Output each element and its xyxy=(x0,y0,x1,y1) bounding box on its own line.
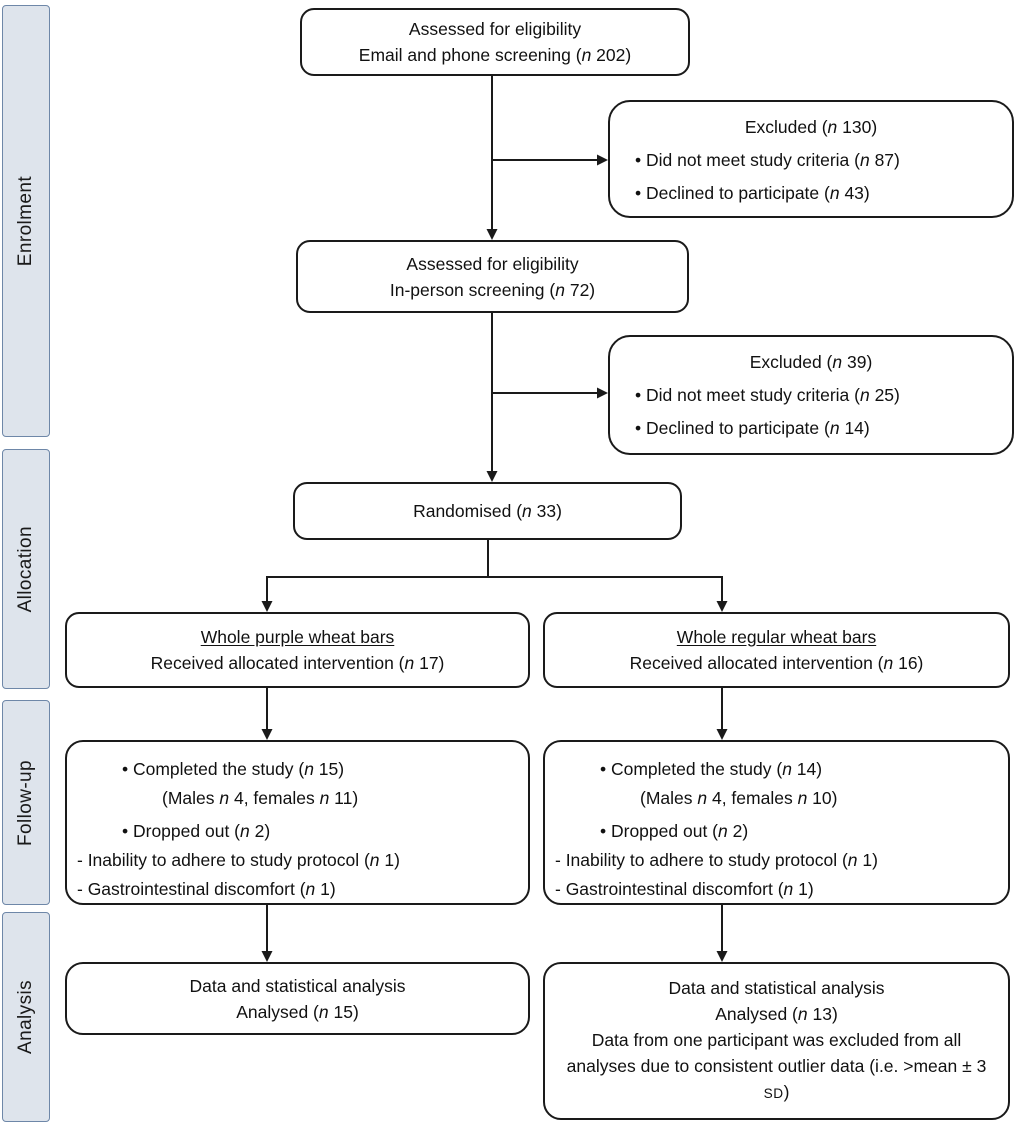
text-line: Data and statistical analysis xyxy=(189,975,406,996)
followup-item: • Dropped out (n 2) xyxy=(600,821,749,841)
allocation-group-title: Whole regular wheat bars xyxy=(676,627,877,647)
arrow-branch-to-excluded2 xyxy=(492,388,608,399)
text-line: Data and statistical analysis xyxy=(668,978,885,998)
text-line: In-person screening (n 72) xyxy=(389,279,596,300)
box-assessed-inperson-screening xyxy=(296,240,689,313)
box-allocation-regular-wheat xyxy=(543,612,1010,688)
arrow-screen1-to-screen2 xyxy=(487,76,498,240)
arrow-branch-to-excluded1 xyxy=(492,155,608,166)
text-line: Received allocated intervention (n 16) xyxy=(629,653,924,673)
arrow-alloc-left-to-followup-left xyxy=(262,688,273,740)
box-analysis-purple-wheat xyxy=(65,962,530,1035)
analysis-exclusion-note: Data from one participant was excluded from all analyses due to consistent outlier data (i.e. >mean ± 3 SD) xyxy=(566,1030,987,1102)
followup-item: • Completed the study (n 15) xyxy=(122,759,345,779)
box-assessed-phone-screening xyxy=(300,8,690,76)
arrow-followup-left-to-analysis-left xyxy=(262,905,273,962)
text-line: Email and phone screening (n 202) xyxy=(358,45,632,65)
stage-label-enrolment xyxy=(2,5,50,437)
stage-label-follow-up xyxy=(2,700,50,905)
followup-item: - Gastrointestinal discomfort (n 1) xyxy=(555,879,814,899)
box-allocation-purple-wheat xyxy=(65,612,530,688)
arrow-randomised-split xyxy=(262,540,728,612)
arrow-alloc-right-to-followup-right xyxy=(717,688,728,740)
text-line: Received allocated intervention (n 17) xyxy=(150,653,445,673)
text-line: Randomised (n 33) xyxy=(413,501,562,521)
stage-label-analysis xyxy=(2,912,50,1122)
text-line: Assessed for eligibility xyxy=(408,19,582,39)
stage-label-text: Analysis xyxy=(15,980,36,1054)
box-excluded-phone-screening xyxy=(608,100,1014,218)
followup-item: • Completed the study (n 14) xyxy=(600,759,823,779)
followup-item: - Inability to adhere to study protocol (n 1) xyxy=(555,850,878,870)
allocation-group-title: Whole purple wheat bars xyxy=(200,627,395,647)
excluded-title: Excluded (n 130) xyxy=(744,117,878,137)
arrow-followup-right-to-analysis-right xyxy=(717,905,728,962)
box-followup-purple-wheat xyxy=(65,740,530,905)
box-followup-regular-wheat xyxy=(543,740,1010,905)
followup-item: (Males n 4, females n 11) xyxy=(162,788,359,808)
stage-label-text: Enrolment xyxy=(15,175,36,267)
stage-label-text: Allocation xyxy=(15,525,36,613)
excluded-item: • Did not meet study criteria (n 25) xyxy=(635,385,900,405)
followup-item: • Dropped out (n 2) xyxy=(122,821,271,841)
box-excluded-inperson-screening xyxy=(608,335,1014,455)
excluded-title: Excluded (n 39) xyxy=(749,352,873,372)
text-line: Analysed (n 13) xyxy=(715,1004,838,1024)
stage-label-allocation xyxy=(2,449,50,689)
stage-label-text: Follow-up xyxy=(15,759,36,846)
text-line: Assessed for eligibility xyxy=(406,253,579,274)
box-analysis-regular-wheat xyxy=(543,962,1010,1120)
excluded-item: • Did not meet study criteria (n 87) xyxy=(635,150,900,170)
box-randomised xyxy=(293,482,682,540)
followup-item: - Inability to adhere to study protocol (n 1) xyxy=(77,850,400,870)
arrow-screen2-to-randomised xyxy=(487,313,498,482)
excluded-item: • Declined to participate (n 14) xyxy=(635,418,870,438)
followup-item: (Males n 4, females n 10) xyxy=(640,788,838,808)
followup-item: - Gastrointestinal discomfort (n 1) xyxy=(77,879,336,899)
text-line: Analysed (n 15) xyxy=(236,1001,359,1022)
excluded-item: • Declined to participate (n 43) xyxy=(635,183,870,203)
